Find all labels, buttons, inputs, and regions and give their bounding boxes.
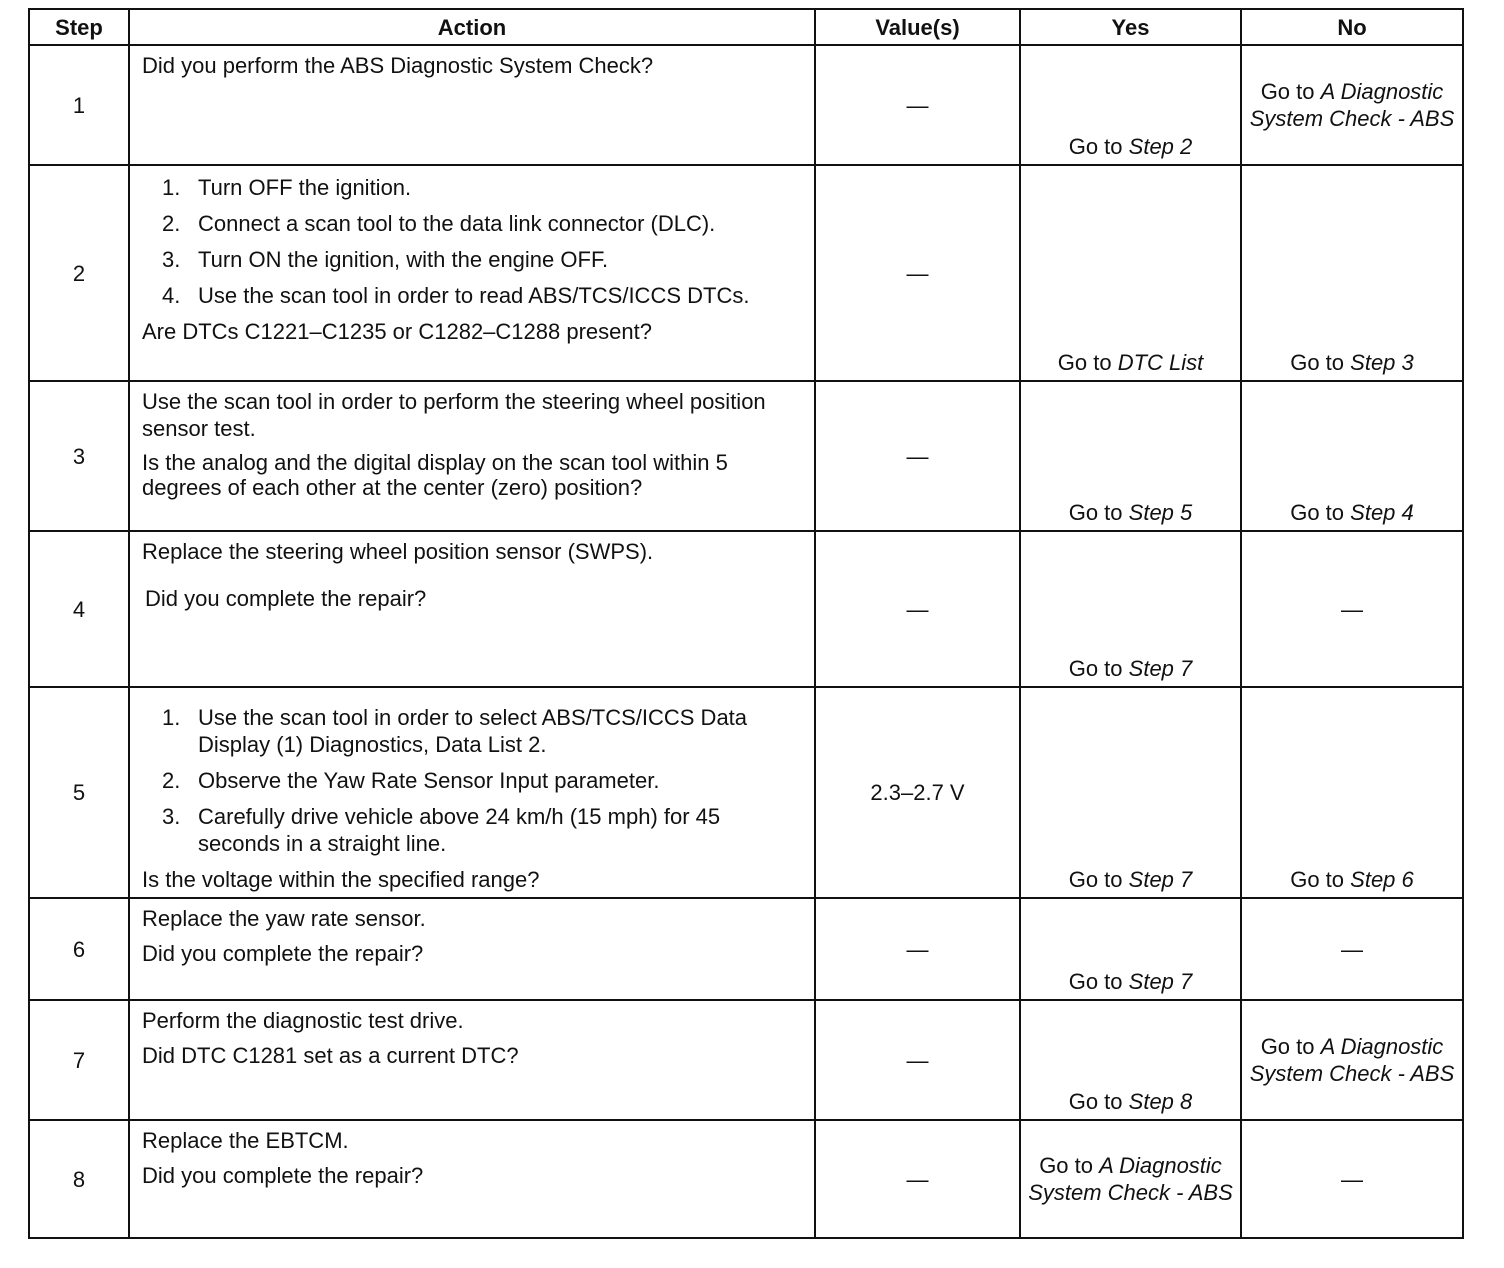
action-cell [129,1120,815,1238]
yes-prefix: Go to [1068,867,1123,892]
step-number: 3 [29,381,129,531]
yes-cell [1020,165,1241,381]
header-action: Action [129,9,815,45]
no-reference[interactable]: A Diagnostic System Check - ABS [1249,79,1455,131]
step-number: 4 [29,531,129,687]
step-number: 5 [29,687,129,898]
no-cell [1241,381,1463,531]
header-step: Step [29,9,129,45]
list-item: 2. Connect a scan tool to the data link connector (DLC). [162,211,716,236]
action-cell [129,898,815,1000]
value-cell: — [815,898,1020,1000]
no-cell [1241,687,1463,898]
yes-reference[interactable]: Step 2 [1128,134,1193,159]
action-cell [129,1000,815,1120]
step-number: 1 [29,45,129,165]
list-item: 2. Observe the Yaw Rate Sensor Input parameter. [162,768,660,793]
table-row [29,1120,1463,1238]
no-prefix: Go to [1290,500,1345,525]
action-cell [129,165,815,381]
table-row [29,687,1463,898]
yes-reference[interactable]: Step 7 [1128,969,1193,994]
action-question: Are DTCs C1221–C1235 or C1282–C1288 present? [142,319,652,344]
step-number: 7 [29,1000,129,1120]
table-row [29,531,1463,687]
yes-prefix: Go to [1068,1089,1123,1114]
yes-prefix: Go to [1068,500,1123,525]
yes-reference[interactable]: Step 7 [1128,656,1193,681]
no-reference[interactable]: A Diagnostic System Check - ABS [1249,1034,1455,1086]
action-text: Perform the diagnostic test drive. [142,1008,464,1033]
step-number: 8 [29,1120,129,1238]
yes-reference[interactable]: Step 8 [1128,1089,1193,1114]
no-prefix: Go to [1290,867,1345,892]
no-prefix: Go to [1260,1034,1315,1059]
header-no: No [1241,9,1463,45]
no-reference[interactable]: Step 4 [1350,500,1414,525]
action-text: Replace the yaw rate sensor. [142,906,426,931]
no-cell: — [1241,531,1463,687]
action-cell [129,687,815,898]
yes-prefix: Go to [1068,134,1123,159]
yes-cell [1020,381,1241,531]
action-list [142,704,802,857]
value-cell: — [815,381,1020,531]
table-row [29,381,1463,531]
yes-reference[interactable]: Step 7 [1128,867,1193,892]
value-cell: — [815,1000,1020,1120]
yes-prefix: Go to [1039,1153,1093,1178]
yes-prefix: Go to [1068,969,1123,994]
no-cell [1241,45,1463,165]
no-cell: — [1241,898,1463,1000]
list-item: 1. Use the scan tool in order to select ABS/TCS/ICCS Data Display (1) Diagnostics, Data List 2. [162,705,748,757]
yes-cell [1020,687,1241,898]
no-cell [1241,1000,1463,1120]
action-text: Replace the steering wheel position sensor (SWPS). [142,539,654,564]
list-item: 1. Turn OFF the ignition. [162,175,412,200]
action-text: Replace the EBTCM. [142,1128,349,1153]
no-reference[interactable]: Step 3 [1350,350,1414,375]
value-cell: — [815,45,1020,165]
list-item: 3. Turn ON the ignition, with the engine OFF. [162,247,609,272]
value-cell: — [815,531,1020,687]
step-number: 6 [29,898,129,1000]
yes-reference[interactable]: Step 5 [1128,500,1193,525]
action-question: Is the voltage within the specified range? [142,867,540,892]
action-question: Did you complete the repair? [142,941,424,966]
value-cell: — [815,165,1020,381]
list-item: 3. Carefully drive vehicle above 24 km/h (15 mph) for 45 seconds in a straight line. [162,804,721,856]
action-list [142,174,802,309]
no-reference[interactable]: Step 6 [1350,867,1414,892]
list-item: 4. Use the scan tool in order to read ABS/TCS/ICCS DTCs. [162,283,750,308]
action-text: Did you perform the ABS Diagnostic System Check? [142,53,654,78]
yes-cell [1020,1000,1241,1120]
table-row [29,165,1463,381]
step-number: 2 [29,165,129,381]
action-question: Did you complete the repair? [142,1163,424,1188]
diagnostic-table [28,8,1464,1239]
table-row [29,898,1463,1000]
action-question: Did you complete the repair? [145,586,427,611]
yes-cell [1020,898,1241,1000]
yes-cell [1020,531,1241,687]
no-cell: — [1241,1120,1463,1238]
header-yes: Yes [1020,9,1241,45]
yes-cell [1020,45,1241,165]
no-cell [1241,165,1463,381]
yes-cell [1020,1120,1241,1238]
value-cell: 2.3–2.7 V [815,687,1020,898]
value-cell: — [815,1120,1020,1238]
action-text: Use the scan tool in order to perform the steering wheel position sensor test. [142,389,766,441]
header-row [29,9,1463,45]
action-question: Is the analog and the digital display on the scan tool within 5 degrees of each other at the center (zero) position? [142,450,728,500]
yes-prefix: Go to [1068,656,1123,681]
yes-reference[interactable]: DTC List [1117,350,1204,375]
action-question: Did DTC C1281 set as a current DTC? [142,1043,519,1068]
action-cell [129,45,815,165]
table-row [29,1000,1463,1120]
yes-prefix: Go to [1057,350,1112,375]
table-row [29,45,1463,165]
no-prefix: Go to [1260,79,1315,104]
header-values: Value(s) [815,9,1020,45]
action-cell [129,531,815,687]
action-cell [129,381,815,531]
no-prefix: Go to [1290,350,1345,375]
yes-reference[interactable]: A Diagnostic System Check - ABS [1028,1153,1233,1205]
